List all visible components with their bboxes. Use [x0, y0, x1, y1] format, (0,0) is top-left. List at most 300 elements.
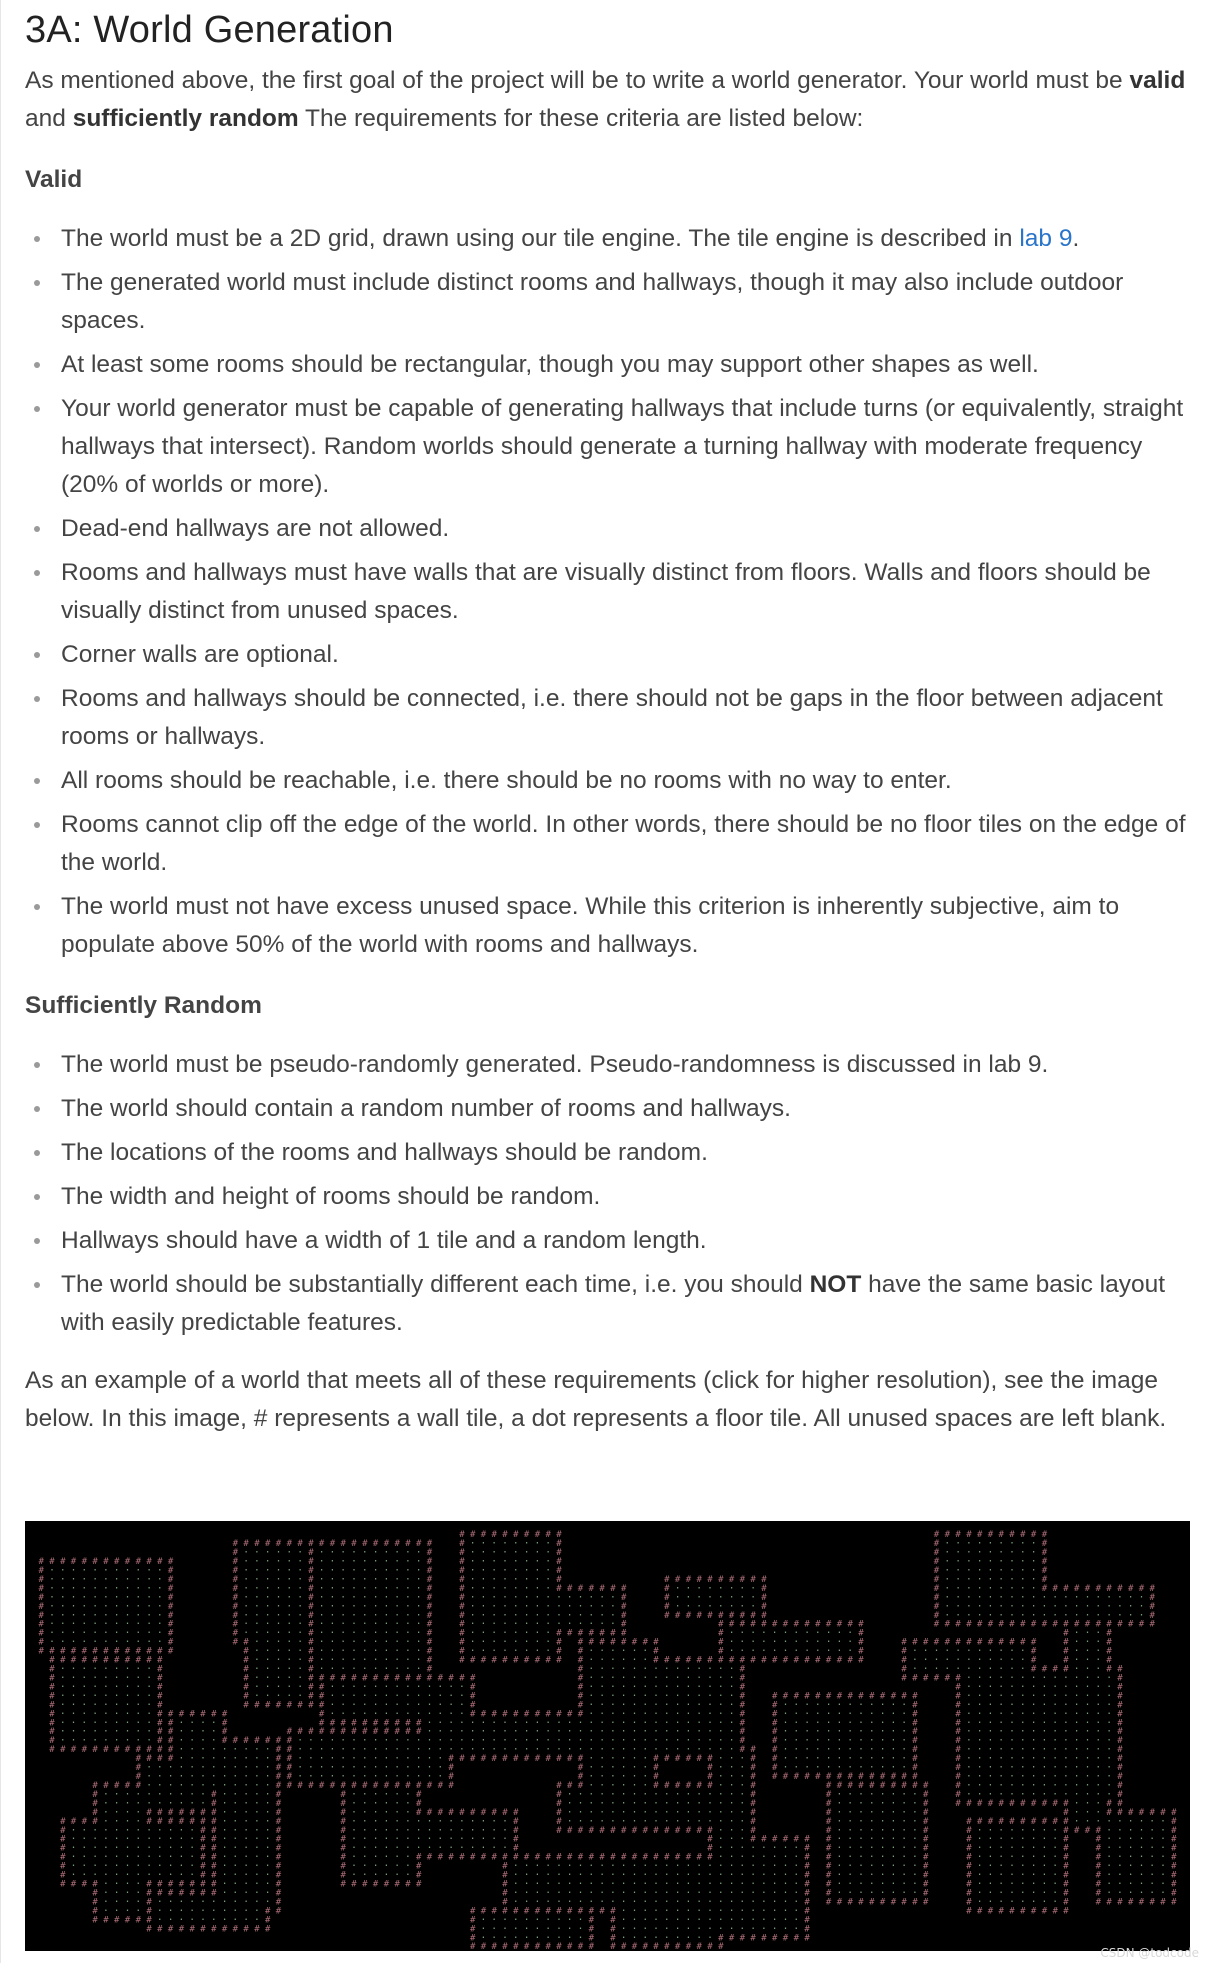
floor-tile: ·	[59, 1699, 66, 1711]
wall-tile: #	[739, 1682, 746, 1693]
wall-tile: #	[200, 1888, 206, 1899]
floor-tile: ·	[1073, 1636, 1080, 1648]
floor-tile: ·	[987, 1663, 994, 1675]
floor-tile: ·	[81, 1663, 88, 1675]
floor-tile: ·	[739, 1636, 746, 1648]
wall-tile: #	[275, 1807, 282, 1818]
floor-tile: ·	[275, 1627, 282, 1639]
floor-tile: ·	[243, 1762, 250, 1773]
floor-tile: ·	[987, 1681, 994, 1693]
floor-tile: ·	[717, 1914, 724, 1926]
wall-tile: #	[761, 1933, 767, 1944]
wall-tile: #	[707, 1942, 713, 1951]
wall-tile: #	[912, 1781, 918, 1791]
floor-tile: ·	[469, 1842, 476, 1854]
floor-tile: ·	[588, 1690, 595, 1702]
floor-tile: ·	[566, 1887, 573, 1899]
floor-tile: ·	[1019, 1645, 1026, 1657]
wall-tile: #	[653, 1781, 659, 1791]
floor-tile: ·	[599, 1753, 606, 1765]
floor-tile: ·	[1041, 1762, 1048, 1773]
floor-tile: ·	[286, 1573, 293, 1585]
floor-tile: ·	[696, 1896, 703, 1908]
floor-tile: ·	[793, 1878, 800, 1890]
floor-tile: ·	[469, 1573, 476, 1585]
floor-tile: ·	[448, 1681, 455, 1693]
wall-tile: #	[1106, 1798, 1112, 1809]
wall-tile: #	[200, 1924, 206, 1935]
floor-tile: ·	[911, 1645, 918, 1657]
floor-tile: ·	[92, 1860, 99, 1872]
floor-tile: ·	[642, 1806, 649, 1818]
floor-tile: ·	[146, 1824, 153, 1836]
wall-tile: #	[653, 1852, 659, 1863]
floor-tile: ·	[1008, 1842, 1016, 1854]
floor-tile: ·	[696, 1806, 703, 1818]
floor-tile: ·	[329, 1609, 336, 1621]
wall-tile: #	[243, 1655, 249, 1666]
floor-tile: ·	[243, 1824, 250, 1836]
floor-tile: ·	[178, 1762, 185, 1773]
floor-tile: ·	[793, 1744, 800, 1756]
wall-tile: #	[804, 1879, 810, 1890]
floor-tile: ·	[793, 1753, 800, 1765]
floor-tile: ·	[663, 1923, 670, 1935]
wall-tile: #	[459, 1610, 465, 1621]
wall-tile: #	[167, 1557, 174, 1567]
floor-tile: ·	[437, 1824, 444, 1836]
floor-tile: ·	[113, 1672, 120, 1684]
floor-tile: ·	[771, 1878, 778, 1890]
wall-tile: #	[556, 1548, 562, 1558]
wall-tile: #	[70, 1745, 77, 1756]
wall-tile: #	[502, 1906, 508, 1917]
floor-tile: ·	[599, 1672, 606, 1684]
floor-tile: ·	[814, 1636, 821, 1648]
floor-tile: ·	[480, 1735, 487, 1747]
wall-tile: #	[761, 1574, 767, 1585]
floor-tile: ·	[59, 1636, 66, 1648]
floor-tile: ·	[782, 1887, 789, 1899]
floor-tile: ·	[1116, 1842, 1123, 1854]
floor-tile: ·	[1084, 1591, 1091, 1603]
floor-tile: ·	[394, 1771, 401, 1782]
floor-tile: ·	[469, 1627, 476, 1639]
wall-tile: #	[1171, 1825, 1177, 1836]
wall-tile: #	[556, 1798, 562, 1809]
floor-tile: ·	[706, 1860, 714, 1872]
wall-tile: #	[707, 1610, 713, 1621]
floor-tile: ·	[264, 1869, 271, 1881]
wall-tile: #	[933, 1557, 940, 1567]
floor-tile: ·	[329, 1573, 336, 1585]
wall-tile: #	[167, 1646, 174, 1657]
wall-tile: #	[987, 1798, 994, 1809]
floor-tile: ·	[717, 1591, 724, 1603]
floor-tile: ·	[135, 1565, 142, 1576]
floor-tile: ·	[706, 1869, 714, 1881]
floor-tile: ·	[976, 1547, 983, 1558]
wall-tile: #	[394, 1673, 400, 1684]
floor-tile: ·	[534, 1645, 541, 1657]
wall-tile: #	[469, 1807, 476, 1818]
floor-tile: ·	[178, 1869, 185, 1881]
wall-tile: #	[642, 1825, 649, 1836]
floor-tile: ·	[415, 1609, 422, 1621]
floor-tile: ·	[890, 1824, 897, 1836]
floor-tile: ·	[901, 1797, 908, 1809]
wall-tile: #	[955, 1763, 961, 1773]
wall-tile: #	[577, 1852, 584, 1863]
floor-tile: ·	[264, 1806, 271, 1818]
floor-tile: ·	[717, 1806, 724, 1818]
floor-tile: ·	[847, 1869, 854, 1881]
floor-tile: ·	[706, 1896, 714, 1908]
wall-tile: #	[966, 1816, 972, 1827]
floor-tile: ·	[124, 1735, 131, 1747]
floor-tile: ·	[534, 1878, 541, 1890]
floor-tile: ·	[998, 1609, 1005, 1621]
floor-tile: ·	[189, 1762, 196, 1773]
floor-tile: ·	[135, 1869, 142, 1881]
wall-tile: #	[243, 1682, 249, 1693]
floor-tile: ·	[48, 1573, 56, 1585]
floor-tile: ·	[113, 1717, 120, 1729]
floor-tile: ·	[717, 1672, 724, 1684]
floor-tile: ·	[1052, 1851, 1059, 1863]
floor-tile: ·	[1159, 1860, 1167, 1872]
floor-tile: ·	[588, 1681, 595, 1693]
floor-tile: ·	[696, 1815, 703, 1827]
wall-tile: #	[60, 1843, 66, 1854]
floor-tile: ·	[663, 1735, 670, 1747]
wall-tile: #	[146, 1915, 152, 1926]
floor-tile: ·	[879, 1753, 886, 1765]
floor-tile: ·	[717, 1744, 724, 1756]
floor-tile: ·	[253, 1609, 260, 1621]
wall-tile: #	[1095, 1825, 1102, 1836]
wall-tile: #	[372, 1673, 379, 1684]
floor-tile: ·	[814, 1699, 821, 1711]
wall-tile: #	[642, 1942, 649, 1951]
floor-tile: ·	[1052, 1833, 1059, 1845]
wall-tile: #	[243, 1664, 249, 1675]
floor-tile: ·	[1116, 1887, 1123, 1899]
wall-tile: #	[480, 1709, 487, 1720]
wall-tile: #	[685, 1942, 692, 1951]
floor-tile: ·	[588, 1896, 595, 1908]
wall-tile: #	[81, 1646, 88, 1657]
floor-tile: ·	[491, 1815, 498, 1827]
wall-tile: #	[976, 1530, 983, 1541]
floor-tile: ·	[890, 1717, 897, 1729]
floor-tile: ·	[210, 1744, 217, 1756]
floor-tile: ·	[297, 1556, 304, 1567]
floor-tile: ·	[857, 1753, 865, 1765]
floor-tile: ·	[113, 1699, 120, 1711]
wall-tile: #	[804, 1915, 810, 1926]
wall-tile: #	[308, 1610, 314, 1621]
wall-tile: #	[534, 1709, 541, 1720]
floor-tile: ·	[814, 1645, 821, 1657]
floor-tile: ·	[458, 1842, 465, 1854]
floor-tile: ·	[480, 1538, 487, 1550]
wall-tile: #	[157, 1816, 163, 1827]
floor-tile: ·	[955, 1591, 962, 1603]
floor-tile: ·	[59, 1582, 66, 1594]
wall-tile: #	[922, 1852, 929, 1863]
wall-tile: #	[469, 1906, 476, 1917]
floor-tile: ·	[879, 1797, 886, 1809]
floor-tile: ·	[685, 1914, 692, 1926]
floor-tile: ·	[361, 1708, 368, 1720]
floor-tile: ·	[534, 1932, 541, 1944]
floor-tile: ·	[156, 1771, 163, 1782]
wall-tile: #	[922, 1789, 929, 1800]
floor-tile: ·	[1073, 1609, 1080, 1621]
floor-tile: ·	[944, 1556, 951, 1567]
floor-tile: ·	[642, 1681, 649, 1693]
floor-tile: ·	[706, 1914, 714, 1926]
floor-tile: ·	[372, 1681, 379, 1693]
wall-tile: #	[49, 1736, 55, 1747]
floor-tile: ·	[350, 1869, 358, 1881]
wall-tile: #	[157, 1736, 163, 1747]
floor-tile: ·	[404, 1582, 411, 1594]
floor-tile: ·	[48, 1618, 56, 1630]
floor-tile: ·	[1138, 1824, 1145, 1836]
wall-tile: #	[642, 1637, 649, 1648]
floor-tile: ·	[901, 1735, 908, 1747]
floor-tile: ·	[685, 1708, 692, 1720]
floor-tile: ·	[1062, 1672, 1069, 1684]
floor-tile: ·	[275, 1547, 282, 1558]
floor-tile: ·	[663, 1726, 670, 1738]
floor-tile: ·	[534, 1887, 541, 1899]
floor-tile: ·	[836, 1744, 843, 1756]
wall-tile: #	[836, 1897, 843, 1908]
floor-tile: ·	[534, 1609, 541, 1621]
floor-tile: ·	[458, 1681, 465, 1693]
wall-tile: #	[157, 1646, 163, 1657]
floor-tile: ·	[1073, 1699, 1080, 1711]
wall-tile: #	[459, 1566, 465, 1576]
floor-tile: ·	[350, 1663, 358, 1675]
floor-tile: ·	[221, 1815, 228, 1827]
floor-tile: ·	[674, 1699, 681, 1711]
floor-tile: ·	[210, 1717, 217, 1729]
floor-tile: ·	[415, 1556, 422, 1567]
wall-tile: #	[825, 1772, 832, 1782]
floor-tile: ·	[394, 1565, 401, 1576]
wall-tile: #	[448, 1772, 454, 1782]
floor-tile: ·	[911, 1860, 918, 1872]
floor-tile: ·	[836, 1627, 843, 1639]
floor-tile: ·	[340, 1699, 347, 1711]
wall-tile: #	[329, 1539, 336, 1550]
floor-tile: ·	[631, 1726, 638, 1738]
world-example-image[interactable]	[25, 1521, 1190, 1951]
floor-tile: ·	[372, 1547, 379, 1558]
floor-tile: ·	[394, 1591, 401, 1603]
lab9-link[interactable]: lab 9	[1019, 225, 1073, 252]
floor-tile: ·	[361, 1869, 368, 1881]
floor-tile: ·	[965, 1663, 972, 1675]
wall-tile: #	[232, 1601, 239, 1612]
floor-tile: ·	[836, 1717, 843, 1729]
floor-tile: ·	[706, 1663, 714, 1675]
floor-tile: ·	[642, 1726, 649, 1738]
floor-tile: ·	[728, 1878, 735, 1890]
wall-tile: #	[966, 1879, 972, 1890]
floor-tile: ·	[146, 1780, 153, 1791]
wall-tile: #	[383, 1718, 390, 1729]
wall-tile: #	[426, 1574, 433, 1585]
floor-tile: ·	[437, 1762, 444, 1773]
floor-tile: ·	[383, 1851, 390, 1863]
floor-tile: ·	[491, 1591, 498, 1603]
floor-tile: ·	[243, 1753, 250, 1765]
wall-tile: #	[1117, 1754, 1123, 1765]
wall-tile: #	[189, 1924, 195, 1935]
floor-tile: ·	[340, 1762, 347, 1773]
floor-tile: ·	[728, 1600, 735, 1612]
wall-tile: #	[448, 1781, 454, 1791]
floor-tile: ·	[286, 1636, 293, 1648]
floor-tile: ·	[998, 1788, 1005, 1800]
floor-tile: ·	[48, 1609, 56, 1621]
floor-tile: ·	[760, 1842, 767, 1854]
wall-tile: #	[1030, 1664, 1037, 1675]
floor-tile: ·	[965, 1600, 972, 1612]
floor-tile: ·	[167, 1914, 174, 1926]
wall-tile: #	[825, 1619, 832, 1630]
wall-tile: #	[847, 1655, 853, 1666]
floor-tile: ·	[1116, 1591, 1123, 1603]
wall-tile: #	[793, 1691, 800, 1702]
floor-tile: ·	[750, 1878, 757, 1890]
floor-tile: ·	[771, 1627, 778, 1639]
floor-tile: ·	[609, 1896, 616, 1908]
floor-tile: ·	[146, 1699, 153, 1711]
floor-tile: ·	[631, 1672, 638, 1684]
wall-tile: #	[135, 1655, 142, 1666]
wall-tile: #	[1030, 1816, 1037, 1827]
floor-tile: ·	[976, 1663, 983, 1675]
floor-tile: ·	[599, 1815, 606, 1827]
wall-tile: #	[103, 1915, 109, 1926]
wall-tile: #	[426, 1539, 433, 1550]
floor-tile: ·	[146, 1860, 153, 1872]
floor-tile: ·	[1106, 1591, 1113, 1603]
floor-tile: ·	[146, 1726, 153, 1738]
wall-tile: #	[157, 1673, 163, 1684]
floor-tile: ·	[361, 1753, 368, 1765]
floor-tile: ·	[372, 1690, 379, 1702]
wall-tile: #	[351, 1727, 357, 1738]
wall-tile: #	[750, 1789, 756, 1800]
wall-tile: #	[480, 1852, 487, 1863]
wall-tile: #	[869, 1691, 875, 1702]
floor-tile: ·	[70, 1591, 77, 1603]
floor-tile: ·	[696, 1887, 703, 1899]
floor-tile: ·	[771, 1645, 778, 1657]
floor-tile: ·	[545, 1636, 552, 1648]
floor-tile: ·	[92, 1636, 99, 1648]
wall-tile: #	[1020, 1530, 1026, 1541]
floor-tile: ·	[70, 1833, 77, 1845]
floor-tile: ·	[1149, 1824, 1156, 1836]
wall-tile: #	[275, 1834, 282, 1845]
floor-tile: ·	[696, 1932, 703, 1944]
floor-tile: ·	[1073, 1708, 1080, 1720]
wall-tile: #	[534, 1655, 541, 1666]
wall-tile: #	[1020, 1637, 1026, 1648]
floor-tile: ·	[599, 1600, 606, 1612]
floor-tile: ·	[361, 1699, 368, 1711]
floor-tile: ·	[448, 1717, 455, 1729]
floor-tile: ·	[1008, 1547, 1016, 1558]
wall-tile: #	[1106, 1619, 1112, 1630]
floor-tile: ·	[350, 1547, 358, 1558]
floor-tile: ·	[1127, 1851, 1134, 1863]
floor-tile: ·	[1073, 1600, 1080, 1612]
floor-tile: ·	[361, 1833, 368, 1845]
floor-tile: ·	[955, 1547, 962, 1558]
wall-tile: #	[610, 1852, 616, 1863]
floor-tile: ·	[1008, 1762, 1016, 1773]
floor-tile: ·	[620, 1690, 627, 1702]
floor-tile: ·	[685, 1815, 692, 1827]
floor-tile: ·	[728, 1717, 735, 1729]
floor-tile: ·	[555, 1878, 563, 1890]
wall-tile: #	[124, 1655, 131, 1666]
floor-tile: ·	[825, 1717, 832, 1729]
floor-tile: ·	[599, 1780, 606, 1791]
floor-tile: ·	[221, 1896, 228, 1908]
wall-tile: #	[426, 1557, 433, 1567]
floor-tile: ·	[685, 1681, 692, 1693]
floor-tile: ·	[739, 1833, 746, 1845]
floor-tile: ·	[264, 1762, 271, 1773]
wall-tile: #	[243, 1691, 249, 1702]
wall-tile: #	[480, 1655, 487, 1666]
floor-tile: ·	[1073, 1717, 1080, 1729]
wall-tile: #	[901, 1772, 907, 1782]
floor-tile: ·	[135, 1806, 142, 1818]
floor-tile: ·	[329, 1636, 336, 1648]
floor-tile: ·	[588, 1860, 595, 1872]
wall-tile: #	[308, 1727, 314, 1738]
wall-tile: #	[556, 1646, 562, 1657]
floor-tile: ·	[297, 1582, 304, 1594]
wall-tile: #	[955, 1709, 961, 1720]
floor-tile: ·	[469, 1744, 476, 1756]
wall-tile: #	[394, 1781, 400, 1791]
floor-tile: ·	[1062, 1735, 1069, 1747]
floor-tile: ·	[987, 1726, 994, 1738]
floor-tile: ·	[264, 1851, 271, 1863]
wall-tile: #	[200, 1816, 206, 1827]
wall-tile: #	[728, 1933, 735, 1944]
wall-tile: #	[955, 1700, 961, 1711]
floor-tile: ·	[782, 1735, 789, 1747]
wall-tile: #	[966, 1852, 972, 1863]
wall-tile: #	[955, 1789, 961, 1800]
floor-tile: ·	[685, 1582, 692, 1594]
floor-tile: ·	[857, 1717, 865, 1729]
floor-tile: ·	[1106, 1726, 1113, 1738]
